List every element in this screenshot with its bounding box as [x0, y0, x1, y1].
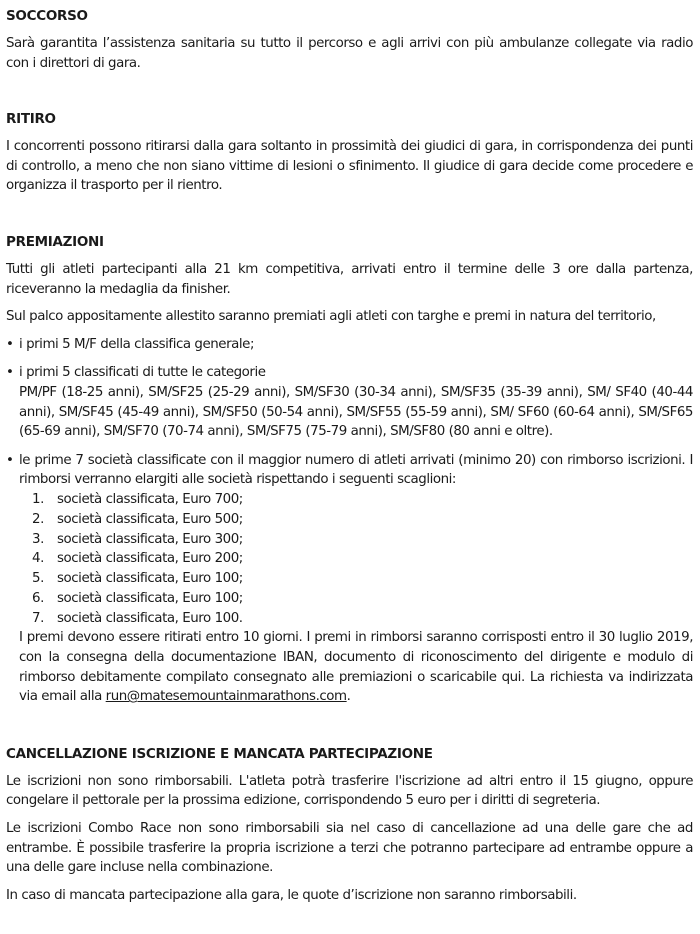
prize-list	[19, 490, 693, 629]
prize-text: società classificata, Euro 100;	[57, 590, 243, 606]
bullet-dot: •	[6, 452, 14, 468]
prize-number: 3.	[32, 531, 44, 547]
heading-ritiro: RITIRO	[6, 111, 56, 128]
prize-text: società classificata, Euro 100;	[57, 571, 243, 587]
prize-number: 1.	[32, 491, 44, 507]
prize-number: 5.	[32, 571, 44, 587]
heading-cancellazione: CANCELLAZIONE ISCRIZIONE E MANCATA PARTECIPAZIONE	[6, 745, 433, 762]
bullet-dot: •	[6, 336, 14, 352]
premiazioni-para-1: Tutti gli atleti partecipanti alla 21 km competitiva, arrivati entro il termine delle 3 ore dalla partenza, riceveranno la medaglia da finisher.	[6, 261, 693, 297]
heading-soccorso: SOCCORSO	[6, 8, 88, 24]
ritiro-text: I concorrenti possono ritirarsi dalla gara soltanto in prossimità dei giudici di gara, in corrispondenza dei punti di controllo, a meno che non siano vittime di lesioni o sfinimento. Il giudice di gara decide come procedere e organizza il trasporto per il rientro.	[6, 139, 693, 194]
bullet-text: le prime 7 società classificate con il maggior numero di atleti arrivati (minimo 20) con rimborso iscrizioni. I rimborsi verranno elargiti alle società rispettando i seguenti scaglioni:	[19, 452, 693, 488]
cancellazione-para-1: Le iscrizioni non sono rimborsabili. L'atleta potrà trasferire l'iscrizione ad altri entro il 15 giugno, oppure congelare il pettorale per la prossima edizione, corrispondendo 5 euro per i diritti di segreteria.	[6, 773, 693, 809]
prize-number: 4.	[32, 551, 44, 567]
prize-number: 2.	[32, 511, 44, 527]
bullet-text: i primi 5 classificati di tutte le categorie	[19, 365, 266, 381]
list-item	[6, 363, 693, 441]
cancellazione-para-2: Le iscrizioni Combo Race non sono rimborsabili sia nel caso di cancellazione ad una delle gare che ad entrambe. È possibile trasferire la propria iscrizione a terzi che potranno partecipare ad entrambe oppure a una delle gare incluse nella combinazione.	[6, 821, 693, 876]
heading-premiazioni: PREMIAZIONI	[6, 233, 104, 250]
prize-item	[19, 549, 693, 569]
prize-item	[19, 490, 693, 510]
list-item	[6, 451, 693, 707]
section-soccorso	[6, 6, 693, 73]
bullet-dot: •	[6, 365, 14, 381]
list-item	[6, 335, 693, 355]
section-premiazioni	[6, 232, 693, 707]
premiazioni-para-2: Sul palco appositamente allestito saranno premiati agli atleti con targhe e premi in natura del territorio,	[6, 309, 656, 325]
prize-text: società classificata, Euro 300;	[57, 531, 243, 547]
prize-item	[19, 510, 693, 530]
closing-text: I premi devono essere ritirati entro 10 giorni. I premi in rimborsi saranno corrisposti entro il 30 luglio 2019, con la consegna della documentazione IBAN, documento di riconoscimento del dirigente e modulo di rimborso debitamente compilato consegnato alle premiazioni o scaricabile qui. La richiesta va indirizzata via email alla	[19, 630, 693, 705]
prize-text: società classificata, Euro 700;	[57, 491, 243, 507]
email-link[interactable]: run@matesemountainmarathons.com	[105, 689, 347, 705]
closing-end: .	[346, 689, 351, 705]
prize-text: società classificata, Euro 500;	[57, 511, 243, 527]
section-spacer	[6, 716, 693, 744]
prize-number: 7.	[32, 610, 44, 626]
prize-item	[19, 609, 693, 629]
premiazioni-closing	[19, 628, 693, 706]
soccorso-text: Sarà garantita l’assistenza sanitaria su tutto il percorso e agli arrivi con più ambulanze collegate via radio con i direttori di gara.	[6, 36, 693, 71]
prize-item	[19, 589, 693, 609]
categories-text: PM/PF (18-25 anni), SM/SF25 (25-29 anni), SM/SF30 (30-34 anni), SM/SF35 (35-39 anni), SM/ SF40 (40-44 anni), SM/SF45 (45-49 anni), SM/SF50 (50-54 anni), SM/SF55 (55-59 anni), SM/ SF60 (60-64 anni), SM/SF65 (65-69 anni), SM/SF70 (70-74 anni), SM/SF75 (75-79 anni), SM/SF80 (80 anni e oltre).	[19, 384, 693, 440]
section-ritiro	[6, 109, 693, 196]
section-cancellazione	[6, 744, 693, 906]
section-spacer	[6, 81, 693, 109]
bullet-text: i primi 5 M/F della classifica generale;	[19, 336, 255, 352]
prize-text: società classificata, Euro 200;	[57, 551, 243, 567]
prize-text: società classificata, Euro 100.	[57, 610, 243, 626]
prize-item	[19, 530, 693, 550]
prize-item	[19, 569, 693, 589]
cancellazione-para-3: In caso di mancata partecipazione alla gara, le quote d’iscrizione non saranno rimborsabili.	[6, 887, 577, 903]
premiazioni-bullet-list	[6, 335, 693, 707]
section-spacer	[6, 204, 693, 232]
prize-number: 6.	[32, 590, 44, 606]
